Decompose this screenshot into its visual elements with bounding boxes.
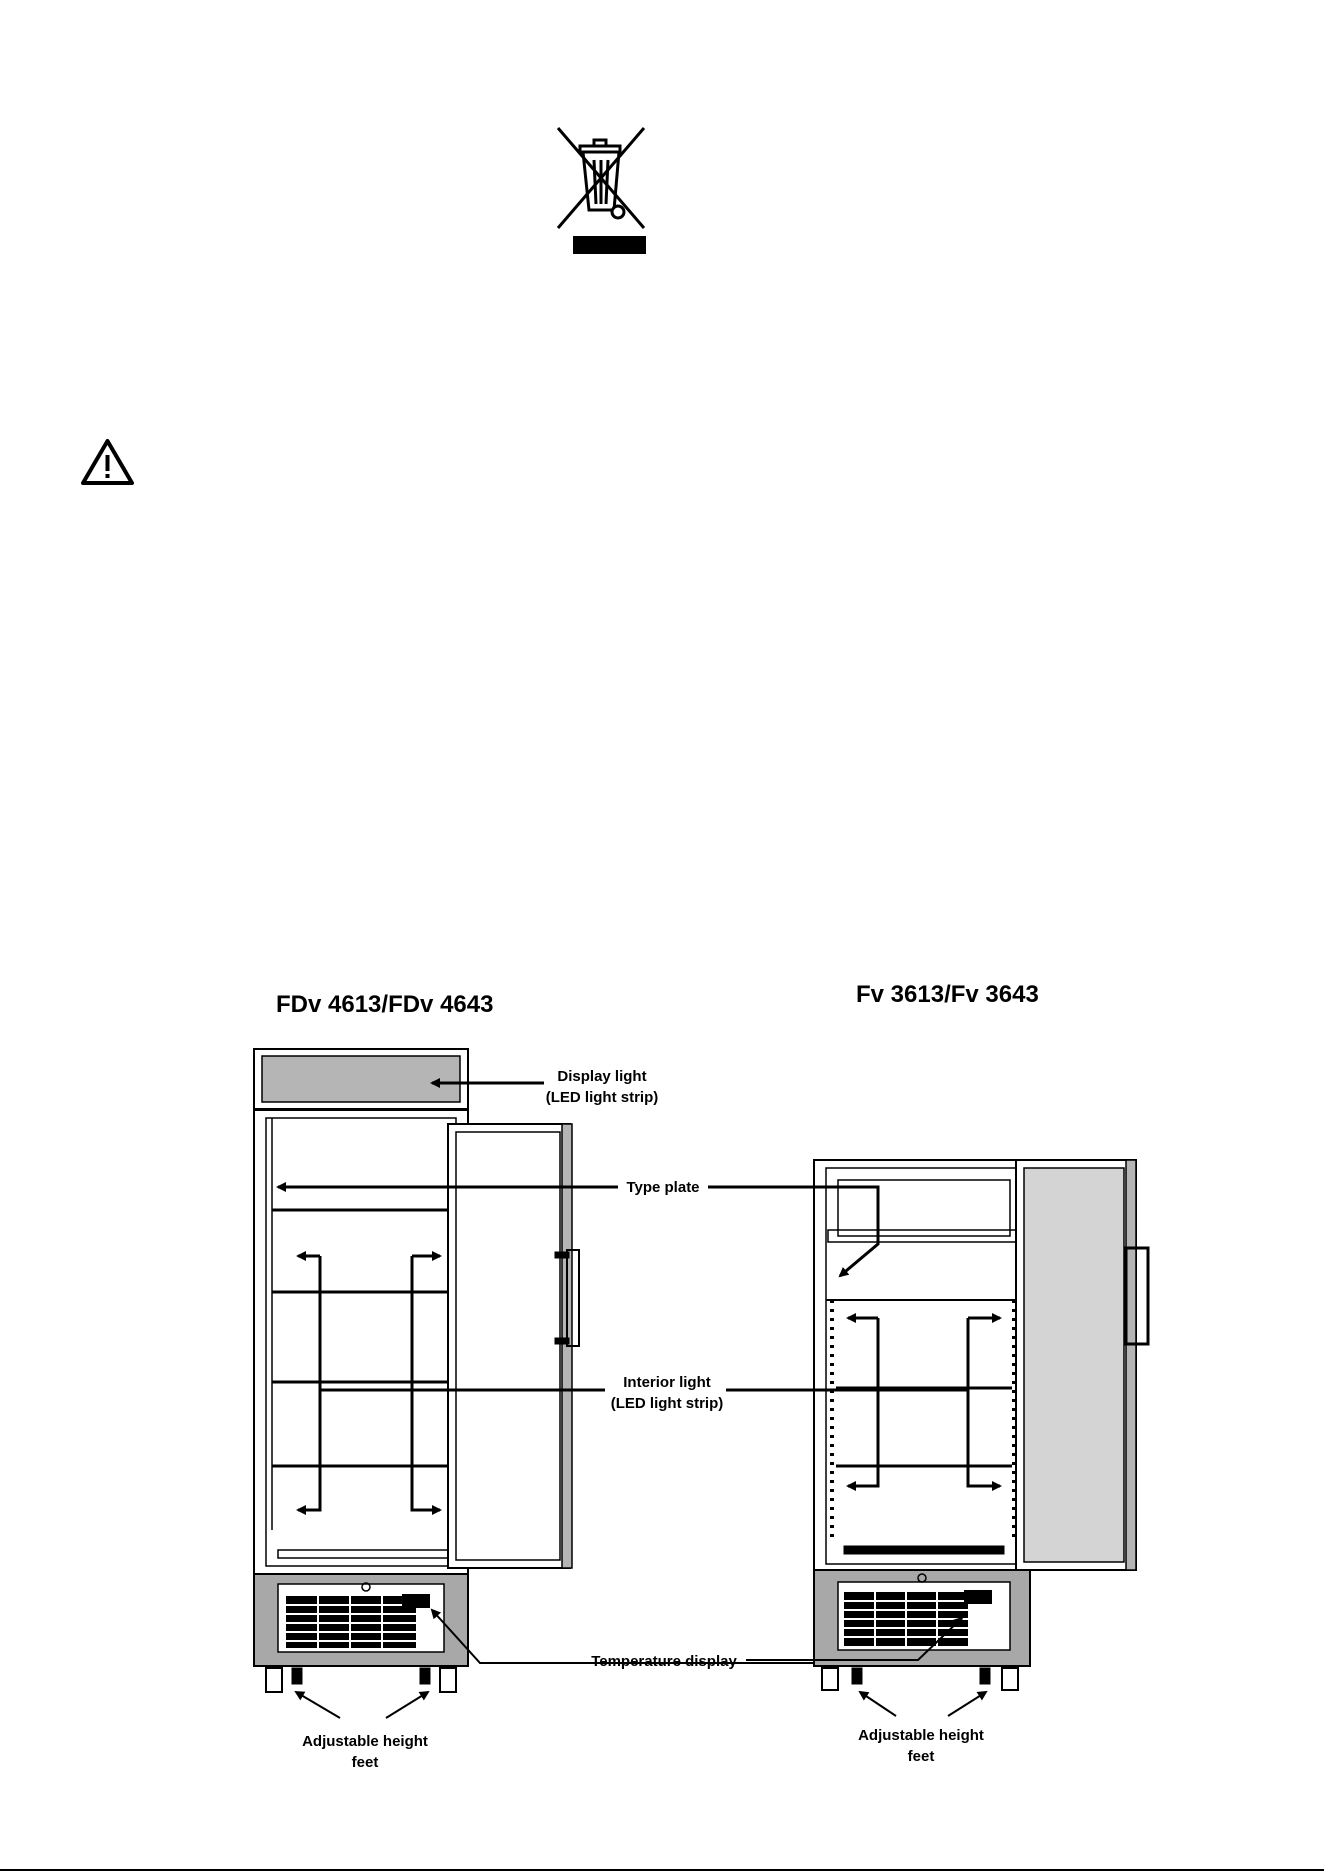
model-title-left: FDv 4613/FDv 4643 <box>276 991 494 1018</box>
type-plate-label: Type plate <box>626 1179 700 1196</box>
feet-label-left: Adjustable height feet <box>302 1733 428 1771</box>
temperature-display-label: Temperature display <box>591 1653 737 1670</box>
feet-label-right: Adjustable height feet <box>858 1727 984 1765</box>
fdv-cabinet <box>254 1049 579 1692</box>
fv-cabinet <box>814 1160 1148 1690</box>
display-light-label: Display light (LED light strip) <box>545 1068 659 1106</box>
interior-light-label: Interior light (LED light strip) <box>610 1374 724 1412</box>
model-title-right: Fv 3613/Fv 3643 <box>856 981 1039 1008</box>
